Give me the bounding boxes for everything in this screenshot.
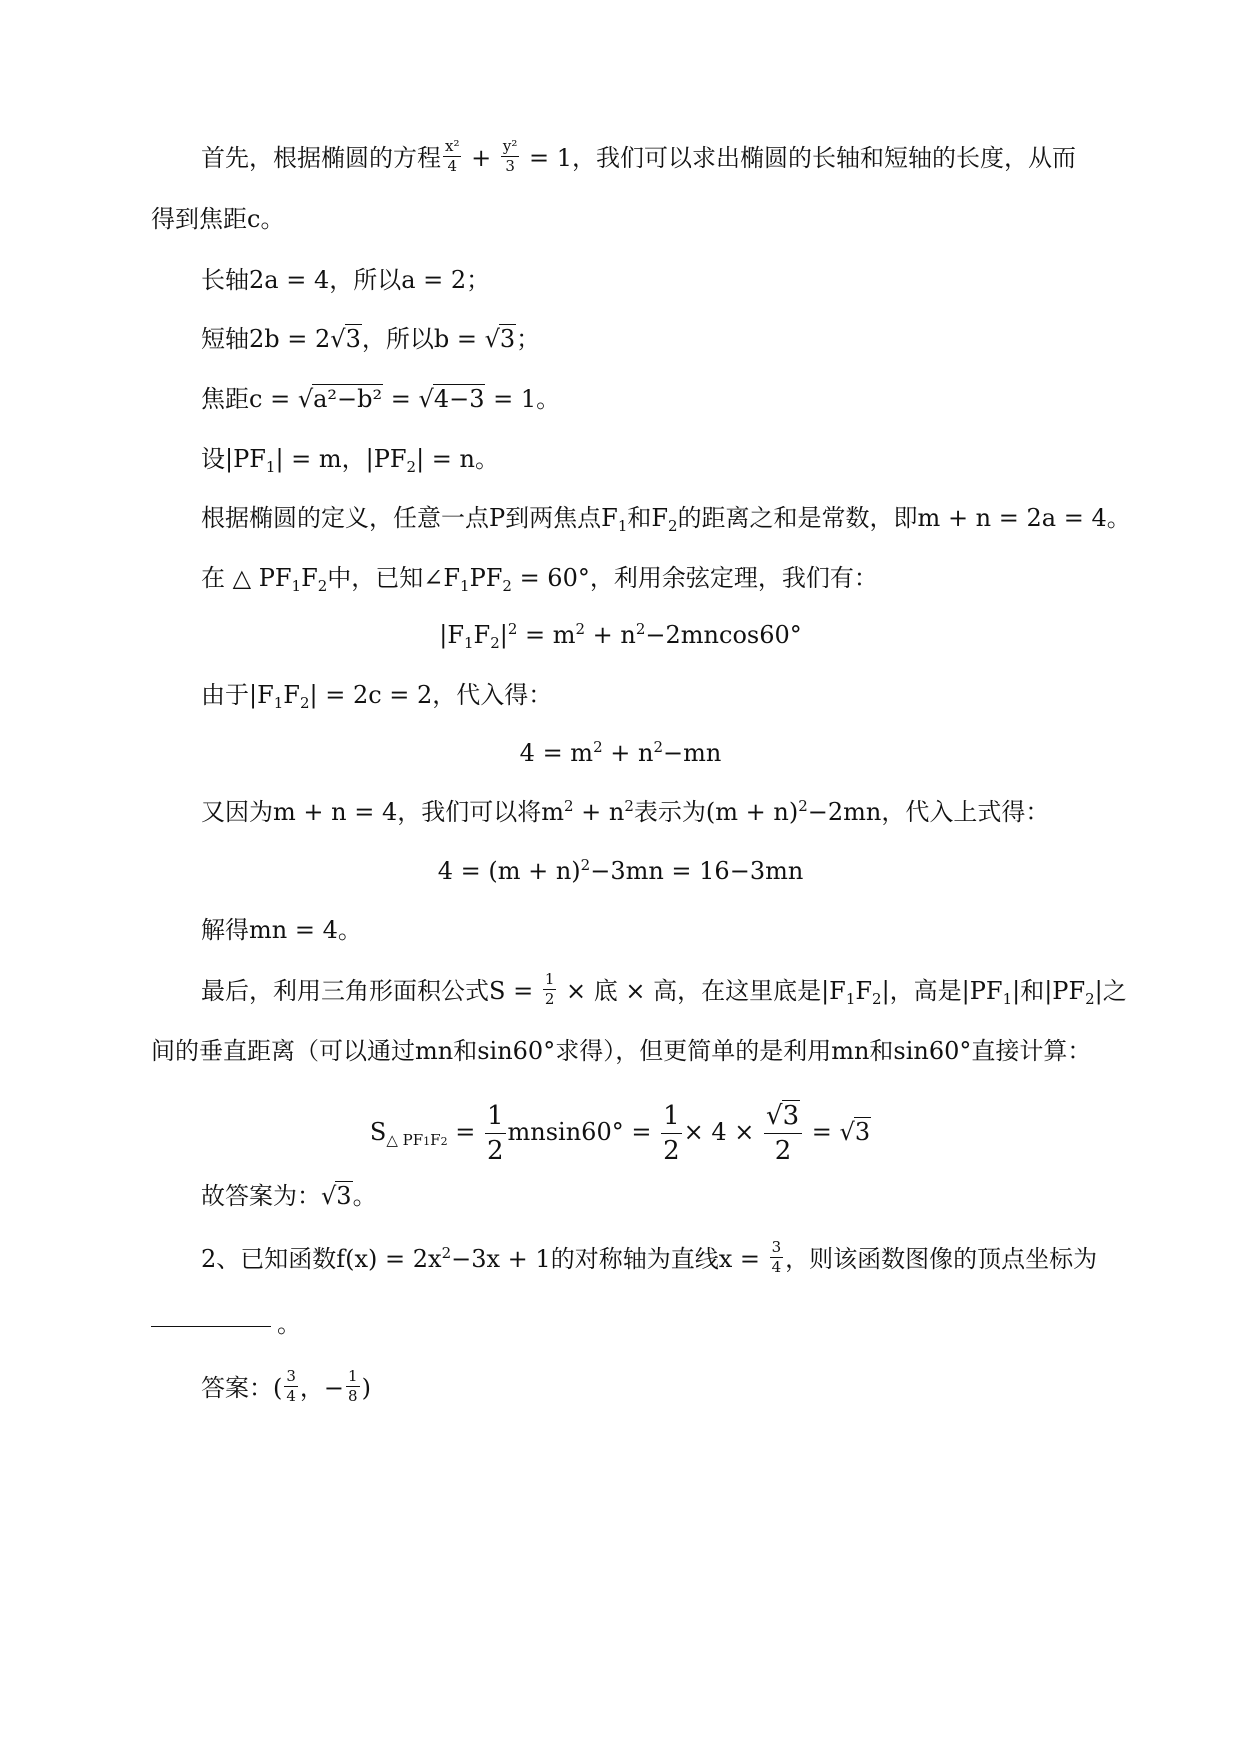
line-rewrite: 又因为m + n = 4，我们可以将$m^2 + n^2$表示为$(m + n)^2-2mn$，代入上式得： — [201, 797, 1050, 826]
fraction-x2-over-4: $\frac{\text{x²}}{4}$ — [445, 137, 460, 175]
sqrt-3: √3 — [321, 1182, 352, 1210]
fraction-one-half: $\frac{1}{2}$ — [663, 1101, 680, 1166]
sqrt-3: √3 — [330, 325, 361, 353]
sqrt-a2-minus-b2: √a²−b² — [297, 385, 383, 413]
question-2-line2: 。 — [151, 1306, 301, 1342]
fraction-1-over-8: $\frac{1}{8}$ — [348, 1367, 358, 1405]
fraction-3-over-4: $\frac{3}{4}$ — [286, 1367, 296, 1405]
line-define-m-n: 设$|PF_1| = m$，$|PF_2| = n$。 — [201, 445, 500, 476]
sqrt-4-minus-3: √4−3 — [418, 385, 485, 413]
paragraph-area-line2: 间的垂直距离（可以通过mn和sin60°求得），但更简单的是利用mn和sin60°直接计算： — [151, 1037, 1092, 1065]
text: ，我们可以求出椭圆的长轴和短轴的长度，从而 — [572, 144, 1076, 172]
fraction-one-half: $\frac{1}{2}$ — [486, 1101, 504, 1166]
text: = 1 — [521, 144, 572, 172]
fraction-y2-over-3: $\frac{\text{y²}}{3}$ — [502, 137, 518, 175]
line-final-answer: 故答案为：√3。 — [201, 1178, 377, 1214]
paragraph-area-line1: 最后，利用三角形面积公式S = $\frac{1}{2}$ × 底 × 高，在这里底是$|F_1F_2|$，高是$|PF_1|$和$|PF_2|$之 — [201, 970, 1127, 1008]
answer-line: 答案：( $\frac{3}{4}$ ，− $\frac{1}{8}$ ) — [201, 1367, 371, 1405]
equation-cosine-law: $|F_1F_2|^2 = m^2 + n^2-2mncos60^\circ$ — [439, 620, 802, 652]
line-major-axis: 长轴2a = 4，所以a = 2； — [201, 266, 491, 294]
equation-4-equals: $4 = m^2 + n^2-mn$ — [519, 738, 722, 767]
sqrt-3: √3 — [839, 1118, 871, 1146]
equation-triangle-area: $S_{\triangle PF1F2}$ = $\frac{1}{2}$ mnsin60° = $\frac{1}{2}$ × 4 × $\frac{√3}{2}$ = √3 — [369, 1101, 871, 1166]
text: + — [463, 144, 499, 172]
line-cosine-law-intro: 在 △ $PF_1F_2$中，已知$\angle F_1PF_2 = 60^\circ$，利用余弦定理，我们有： — [201, 564, 878, 595]
answer-blank — [151, 1325, 271, 1327]
line-minor-axis: 短轴2b = 2√3，所以b = √3； — [201, 321, 540, 357]
text: 首先，根据椭圆的方程 — [201, 144, 441, 172]
question-2-line1: 2、已知函数$f(x) = 2x^2-3x + 1$的对称轴为直线x = $\frac{3}{4}$ ，则该函数图像的顶点坐标为 — [201, 1238, 1098, 1276]
line-focal-distance: 焦距c = √a²−b² = √4−3 = 1。 — [201, 381, 560, 417]
paragraph-intro-line1 — [201, 137, 1076, 177]
fraction-one-half: $\frac{1}{2}$ — [544, 970, 555, 1008]
sqrt-3: √3 — [484, 325, 516, 353]
line-ellipse-definition: 根据椭圆的定义，任意一点P到两焦点$F_1$和$F_2$的距离之和是常数，即m + n = 2a = 4。 — [201, 504, 1131, 535]
fraction-3-over-4: $\frac{3}{4}$ — [771, 1238, 782, 1276]
paragraph-intro-line2: 得到焦距c。 — [151, 205, 285, 233]
fraction-sqrt3-over-2: $\frac{√3}{2}$ — [764, 1103, 802, 1164]
line-substitute: 由于$|F_1F_2| = 2c = 2$，代入得： — [201, 681, 553, 712]
line-mn-result: 解得mn = 4。 — [201, 916, 362, 944]
equation-solve-mn: $4 = (m + n)^2-3mn = 16-3mn$ — [437, 856, 804, 885]
